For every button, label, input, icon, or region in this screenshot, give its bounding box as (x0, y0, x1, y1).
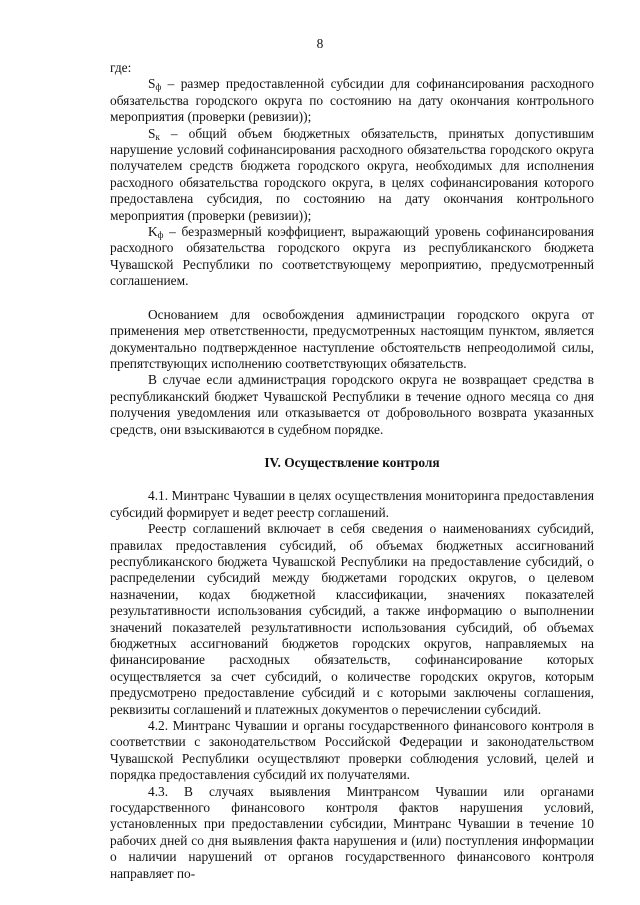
paragraph-release: Основанием для освобождения администрации городского округа от применения мер ответственности, предусмотренных настоящим пунктом, является документально подтвержденное наступление обстоятельств непреодолимой силы, препятствующих исполнению соответствующих обязательств. (110, 306, 594, 371)
paragraph-court: В случае если администрация городского округа не возвращает средства в республиканский бюджет Чувашской Республики в течение одного месяца со дня получения уведомления или отказывается от добровольного возврата указанных средств, они взыскиваются в судебном порядке. (110, 372, 594, 437)
definition-sf-text: – размер предоставленной субсидии для софинансирования расходного обязательства городского округа по состоянию на дату окончания контрольного мероприятия (проверки (ревизии)); (110, 76, 594, 125)
definition-kf (110, 224, 594, 290)
subscript-k: к (155, 131, 160, 142)
definition-sf (110, 76, 594, 125)
spacer (110, 290, 594, 307)
paragraph-registry: Реестр соглашений включает в себя сведения о наименованиях субсидий, правилах предоставления субсидий, об объемах бюджетных ассигнований республиканского бюджета Чувашской Республики на предоставление субсидий, о распределении субсидий между бюджетами городских округов, о целевом назначении, кодах бюджетной классификации, значениях показателей результативности использования субсидий, а также информацию о выполнении значений показателей результативности использования субсидий, об объемах бюджетных ассигнований бюджетов городских округов, направляемых на финансирование расходных обязательств, софинансирование которых осуществляется за счет субсидий, о количестве городских округов, которым предусмотрено предоставление субсидий и с которыми заключены соглашения, реквизиты соглашений и платежных документов о перечислении субсидий. (110, 521, 594, 717)
paragraph-4-3: 4.3. В случаях выявления Минтрансом Чувашии или органами государственного финансового контроля фактов нарушения условий, установленных при предоставлении субсидии, Минтранс Чувашии в течение 10 рабочих дней со дня выявления факта нарушения и (или) поступления информации о наличии нарушений от органов государственного финансового контроля направляет по- (110, 783, 594, 881)
section-heading: IV. Осуществление контроля (264, 454, 440, 470)
spacer (110, 438, 594, 455)
paragraph-4-1: 4.1. Минтранс Чувашии в целях осуществления мониторинга предоставления субсидий формирует и ведет реестр соглашений. (110, 488, 594, 520)
subscript-f: ф (155, 82, 162, 93)
subscript-f: ф (157, 230, 164, 241)
symbol-k: K (148, 224, 158, 240)
definition-sk (110, 126, 594, 224)
definitions-intro: где: (110, 60, 132, 75)
symbol-s: S (148, 125, 156, 141)
document-body (110, 60, 594, 882)
definition-sk-text: – общий объем бюджетных обязательств, принятых допустившим нарушение условий софинансирования расходного обязательства городского округа получателем средств бюджета городского округа, необходимых для исполнения расходного обязательства городского округа, в целях софинансирования которого предоставлена субсидия, по состоянию на дату окончания контрольного мероприятия (проверки (ревизии)); (110, 125, 594, 223)
symbol-s: S (148, 76, 156, 92)
page-number: 8 (316, 36, 324, 51)
paragraph-4-2: 4.2. Минтранс Чувашии и органы государственного финансового контроля в соответствии с законодательством Российской Федерации и законодательством Чувашской Республики осуществляют проверки соблюдения условий, целей и порядка предоставления субсидий их получателями. (110, 718, 594, 783)
definition-kf-text: – безразмерный коэффициент, выражающий уровень софинансирования расходного обязательства городского округа из республиканского бюджета Чувашской Республики по соответствующему мероприятию, предусмотренный соглашением. (110, 224, 594, 289)
